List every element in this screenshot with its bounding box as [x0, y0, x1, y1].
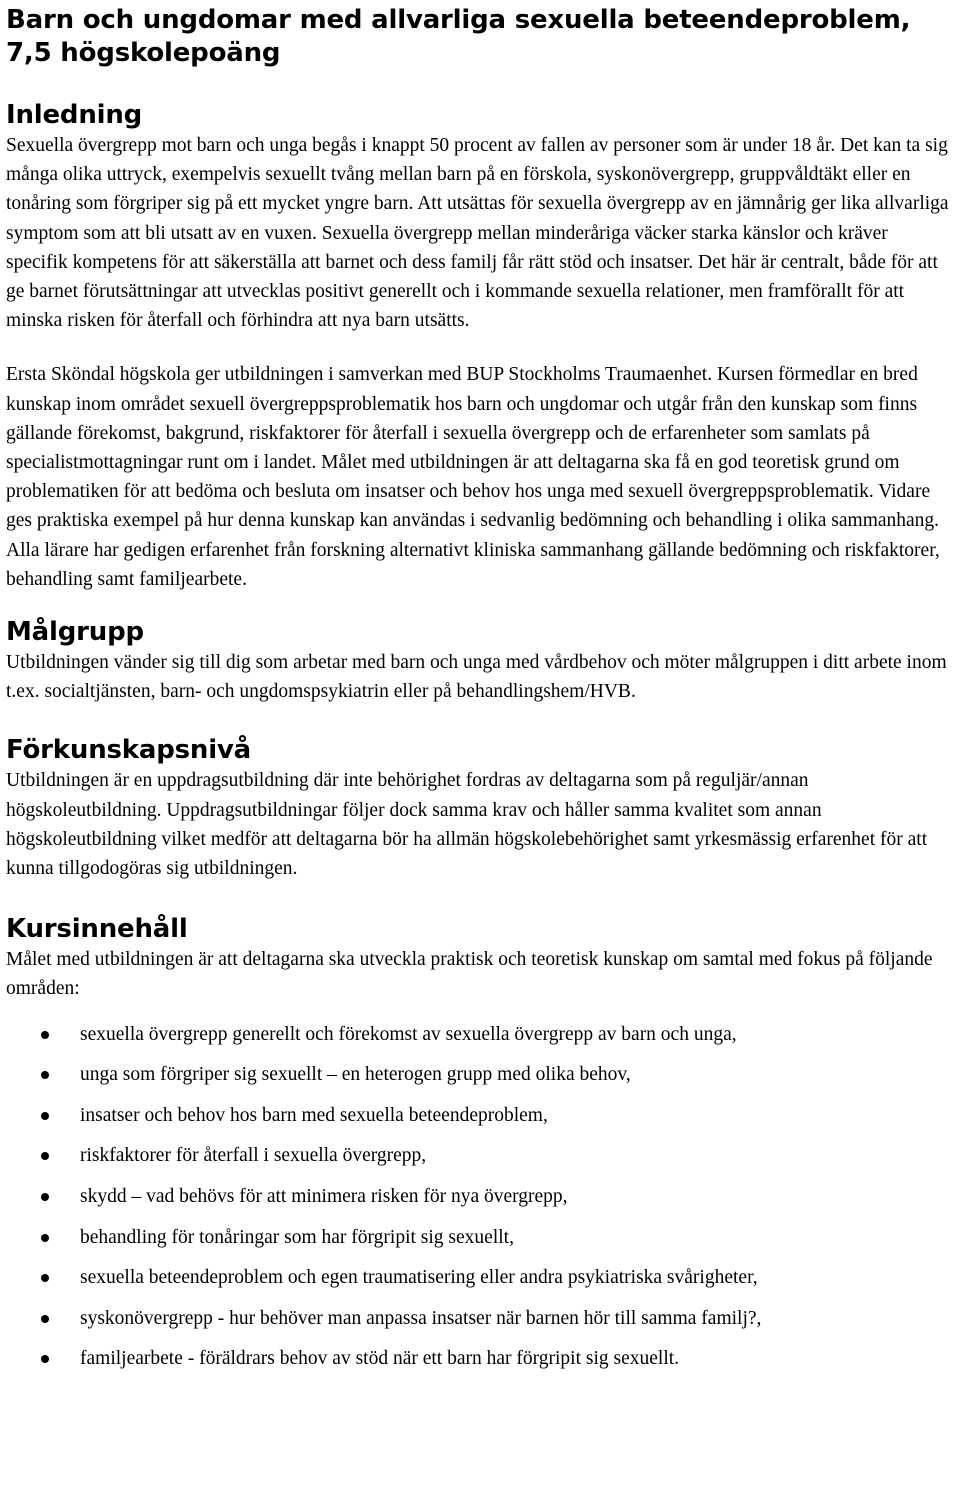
bullet-icon: [41, 1193, 49, 1201]
inledning-paragraph-2: Ersta Sköndal högskola ger utbildningen i samverkan med BUP Stockholms Traumaenhet. Kursen förmedlar en bred kunskap inom området sexuell övergreppsproblematik hos barn och ungdomar och utgår från den kunskap som finns gällande förekomst, bakgrund, riskfaktorer för återfall i sexuella övergrepp och de erfarenheter som samlats på specialistmottagningar runt om i landet. Målet med utbildningen är att deltagarna ska få en god teoretisk grund om problematiken för att bedöma och besluta om insatser och behov hos unga med sexuell övergreppsproblematik. Vidare ges praktiska exempel på hur denna kunskap kan användas i sedvanlig bedömning och behandling i olika sammanhang. Alla lärare har gedigen erfarenhet från forskning alternativt kliniska sammanhang gällande bedömning och riskfaktorer, behandling samt familjearbete.: [6, 364, 940, 590]
malgrupp-paragraph: Utbildningen vänder sig till dig som arbetar med barn och unga med vårdbehov och möter målgruppen i ditt arbete inom t.ex. socialtjänsten, barn- och ungdomspsykiatrin eller på behandlingshem/HVB.: [6, 652, 947, 703]
document-title: Barn och ungdomar med allvarliga sexuella beteendeproblem, 7,5 högskolepoäng: [6, 5, 911, 68]
list-item: [6, 1015, 954, 1056]
list-item-text: syskonövergrepp - hur behöver man anpassa insatser när barnen hör till samma familj?,: [80, 1307, 762, 1329]
bullet-icon: [41, 1071, 49, 1079]
list-item: [6, 1096, 954, 1137]
list-item-text: skydd – vad behövs för att minimera risken för nya övergrepp,: [80, 1186, 568, 1208]
kursinnehall-intro: Målet med utbildningen är att deltagarna ska utveckla praktisk och teoretisk kunskap om samtal med fokus på följande områden:: [6, 949, 933, 1000]
inledning-paragraph-1: Sexuella övergrepp mot barn och unga begås i knappt 50 procent av fallen av personer som är under 18 år. Det kan ta sig många olika uttryck, exempelvis sexuellt tvång mellan barn på en förskola, syskonövergrepp, gruppvåldtäkt eller en tonåring som förgriper sig på ett mycket yngre barn. Att utsättas för sexuella övergrepp av en jämnårig ger lika allvarliga symptom som att bli utsatt av en vuxen. Sexuella övergrepp mellan minderåriga väcker starka känslor och kräver specifik kompetens för att säkerställa att barnet och dess familj får rätt stöd och insatser. Det här är centralt, både för att ge barnet förutsättningar att utvecklas positivt generellt och i kommande sexuella relationer, men framförallt för att minska risken för återfall och förhindra att nya barn utsätts.: [6, 135, 949, 332]
kursinnehall-list: [6, 1015, 954, 1380]
list-item-text: unga som förgriper sig sexuellt – en heterogen grupp med olika behov,: [80, 1064, 631, 1086]
document-page: [0, 4, 960, 1380]
list-item-text: behandling för tonåringar som har förgripit sig sexuellt,: [80, 1226, 514, 1248]
section-heading-kursinnehall: Kursinnehåll: [6, 914, 188, 945]
list-item: [6, 1136, 954, 1177]
list-item-text: familjearbete - föräldrars behov av stöd när ett barn har förgripit sig sexuellt.: [80, 1348, 680, 1370]
list-item: [6, 1218, 954, 1259]
bullet-icon: [41, 1112, 49, 1120]
section-kursinnehall: [6, 913, 954, 1380]
bullet-icon: [41, 1152, 49, 1160]
section-forkunskapsniva: [6, 734, 954, 883]
list-item-text: riskfaktorer för återfall i sexuella övergrepp,: [80, 1145, 427, 1167]
bullet-icon: [41, 1031, 49, 1039]
section-heading-inledning: Inledning: [6, 100, 143, 130]
section-inledning: [6, 99, 954, 594]
bullet-icon: [41, 1234, 49, 1242]
list-item: [6, 1258, 954, 1299]
bullet-icon: [41, 1315, 49, 1323]
section-heading-forkunskapsniva: Förkunskapsnivå: [6, 735, 252, 766]
section-heading-malgrupp: Målgrupp: [6, 617, 144, 648]
list-item: [6, 1055, 954, 1096]
list-item-text: sexuella övergrepp generellt och förekomst av sexuella övergrepp av barn och unga,: [80, 1023, 737, 1045]
list-item-text: insatser och behov hos barn med sexuella beteendeproblem,: [80, 1104, 548, 1126]
list-item: [6, 1177, 954, 1218]
bullet-icon: [41, 1274, 49, 1282]
list-item-text: sexuella beteendeproblem och egen traumatisering eller andra psykiatriska svårigheter,: [80, 1267, 758, 1289]
section-malgrupp: [6, 616, 954, 706]
bullet-icon: [41, 1355, 49, 1363]
list-item: [6, 1339, 954, 1380]
forkunskapsniva-paragraph: Utbildningen är en uppdragsutbildning där inte behörighet fordras av deltagarna som på reguljär/annan högskoleutbildning. Uppdragsutbildningar följer dock samma krav och håller samma kvalitet som annan högskoleutbildning vilket medför att deltagarna bör ha allmän högskolebehörighet samt yrkesmässig erfarenhet för att kunna tillgodogöras sig utbildningen.: [6, 770, 928, 880]
list-item: [6, 1299, 954, 1340]
